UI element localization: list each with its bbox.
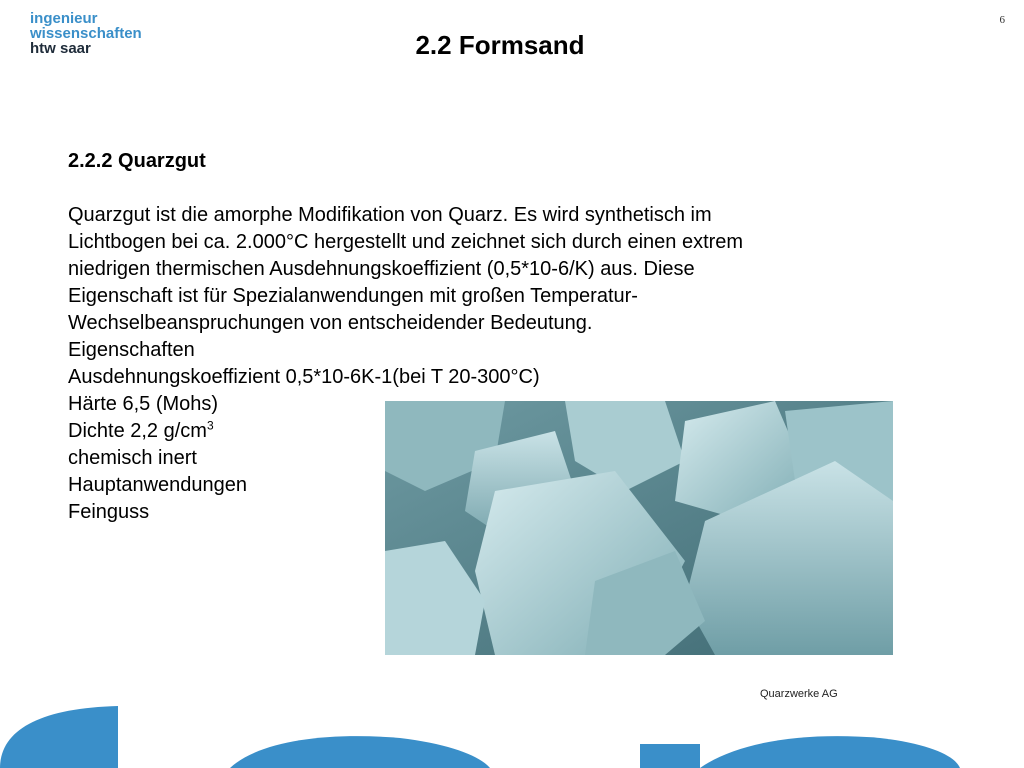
- paragraph-line: Wechselbeanspruchungen von entscheidender Bedeutung.: [68, 312, 593, 334]
- paragraph-line: niedrigen thermischen Ausdehnungskoeffizient (0,5*10-6/K) aus. Diese: [68, 258, 695, 280]
- paragraph-line: Eigenschaft ist für Spezialanwendungen mit großen Temperatur-: [68, 285, 638, 307]
- density-exponent: 3: [206, 418, 214, 433]
- page-number: 6: [999, 14, 1005, 26]
- paragraph-line: Quarzgut ist die amorphe Modifikation von Quarz. Es wird synthetisch im: [68, 204, 712, 226]
- logo-line-1: ingenieur: [30, 10, 98, 27]
- properties-heading: Eigenschaften: [68, 339, 195, 361]
- application-item: Feinguss: [68, 501, 150, 523]
- paragraph-line: Lichtbogen bei ca. 2.000°C hergestellt und zeichnet sich durch einen extrem: [68, 231, 744, 253]
- slide-title: 2.2 Formsand: [415, 30, 585, 60]
- hardness: Härte 6,5 (Mohs): [68, 393, 219, 415]
- chemical-property: chemisch inert: [68, 447, 197, 469]
- applications-heading: Hauptanwendungen: [68, 474, 248, 496]
- expansion-coefficient: Ausdehnungskoeffizient 0,5*10-6K-1(bei T 20-300°C): [68, 366, 540, 388]
- section-heading: 2.2.2 Quarzgut: [68, 150, 206, 172]
- image-credit: Quarzwerke AG: [760, 688, 838, 700]
- quartz-micrograph-image: [385, 401, 893, 655]
- logo-line-3: htw saar: [30, 40, 91, 57]
- logo-line-2: wissenschaften: [30, 25, 142, 42]
- description-paragraph: [68, 202, 868, 337]
- density-text: Dichte 2,2 g/cm: [68, 420, 207, 442]
- decorative-background-shapes: [0, 690, 1024, 768]
